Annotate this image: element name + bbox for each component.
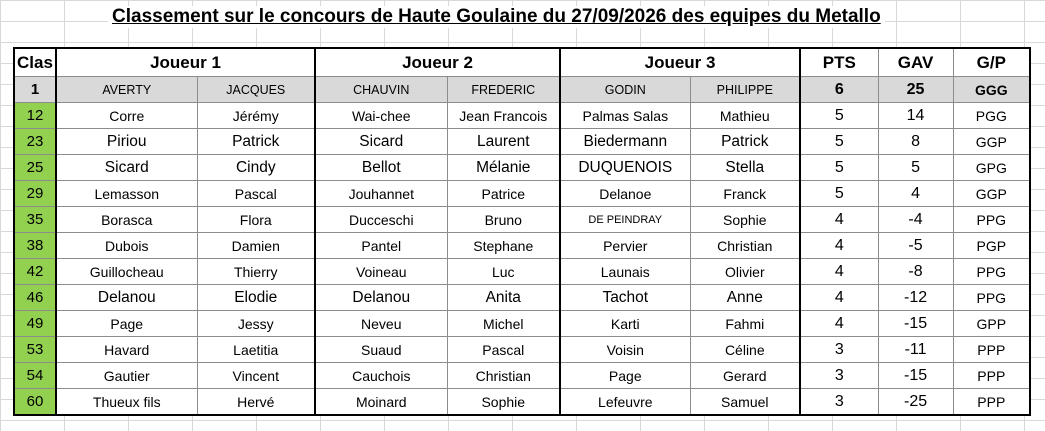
joueur2-nom-cell[interactable]: Suaud — [315, 337, 447, 363]
pts-cell[interactable]: 4 — [800, 259, 878, 285]
gp-cell[interactable]: PPP — [953, 337, 1030, 363]
joueur2-nom-cell[interactable]: Delanou — [315, 285, 447, 311]
joueur1-nom-cell[interactable]: Gautier — [56, 363, 197, 389]
joueur1-nom-cell[interactable]: Sicard — [56, 155, 197, 181]
gav-cell[interactable]: 5 — [878, 155, 953, 181]
clas-cell[interactable]: 38 — [14, 233, 56, 259]
clas-cell[interactable]: 35 — [14, 207, 56, 233]
table-row — [14, 77, 1030, 103]
pts-cell[interactable]: 5 — [800, 181, 878, 207]
joueur3-nom-cell[interactable]: Launais — [560, 259, 690, 285]
joueur1-nom-cell[interactable]: Page — [56, 311, 197, 337]
table-row — [14, 259, 1030, 285]
joueur3-nom-cell[interactable]: Karti — [560, 311, 690, 337]
table-row — [14, 129, 1030, 155]
pts-cell[interactable]: 3 — [800, 363, 878, 389]
header-joueur2[interactable]: Joueur 2 — [315, 48, 560, 77]
clas-cell[interactable]: 1 — [14, 77, 56, 103]
gp-cell[interactable]: PPG — [953, 285, 1030, 311]
joueur3-nom-cell[interactable]: GODIN — [560, 77, 690, 103]
joueur3-prenom-cell[interactable]: Olivier — [690, 259, 800, 285]
joueur1-nom-cell[interactable]: Thueux fils — [56, 389, 197, 416]
joueur2-nom-cell[interactable]: Ducceschi — [315, 207, 447, 233]
joueur2-nom-cell[interactable]: Voineau — [315, 259, 447, 285]
joueur1-prenom-cell[interactable]: Thierry — [197, 259, 315, 285]
pts-cell[interactable]: 4 — [800, 311, 878, 337]
joueur2-prenom-cell[interactable]: Patrice — [447, 181, 560, 207]
gp-cell[interactable]: GGP — [953, 181, 1030, 207]
joueur2-prenom-cell[interactable]: Pascal — [447, 337, 560, 363]
joueur1-nom-cell[interactable]: Havard — [56, 337, 197, 363]
joueur2-nom-cell[interactable]: Neveu — [315, 311, 447, 337]
clas-cell[interactable]: 54 — [14, 363, 56, 389]
joueur3-prenom-cell[interactable]: Sophie — [690, 207, 800, 233]
joueur2-prenom-cell[interactable]: Christian — [447, 363, 560, 389]
gav-cell[interactable]: -5 — [878, 233, 953, 259]
table-row — [14, 363, 1030, 389]
sheet-title: Classement sur le concours de Haute Goulaine du 27/09/2026 des equipes du Metallo — [108, 6, 885, 28]
gp-cell[interactable]: PPG — [953, 259, 1030, 285]
joueur2-nom-cell[interactable]: Moinard — [315, 389, 447, 416]
pts-cell[interactable]: 3 — [800, 389, 878, 416]
joueur3-prenom-cell[interactable]: Anne — [690, 285, 800, 311]
joueur2-prenom-cell[interactable]: Laurent — [447, 129, 560, 155]
gav-cell[interactable]: -11 — [878, 337, 953, 363]
table-row — [14, 233, 1030, 259]
joueur3-prenom-cell[interactable]: Céline — [690, 337, 800, 363]
joueur2-nom-cell[interactable]: Jouhannet — [315, 181, 447, 207]
table-row — [14, 207, 1030, 233]
joueur3-nom-cell[interactable]: DE PEINDRAY — [560, 207, 690, 233]
joueur3-prenom-cell[interactable]: Patrick — [690, 129, 800, 155]
pts-cell[interactable]: 4 — [800, 207, 878, 233]
table-row — [14, 337, 1030, 363]
gav-cell[interactable]: 4 — [878, 181, 953, 207]
gav-cell[interactable]: 25 — [878, 77, 953, 103]
joueur2-prenom-cell[interactable]: Mélanie — [447, 155, 560, 181]
joueur3-nom-cell[interactable]: Voisin — [560, 337, 690, 363]
table-row — [14, 311, 1030, 337]
joueur2-prenom-cell[interactable]: Stephane — [447, 233, 560, 259]
joueur3-prenom-cell[interactable]: Christian — [690, 233, 800, 259]
joueur3-prenom-cell[interactable]: Franck — [690, 181, 800, 207]
clas-cell[interactable]: 25 — [14, 155, 56, 181]
joueur3-prenom-cell[interactable]: Samuel — [690, 389, 800, 416]
joueur2-prenom-cell[interactable]: Bruno — [447, 207, 560, 233]
table-row — [14, 103, 1030, 129]
pts-cell[interactable]: 4 — [800, 233, 878, 259]
joueur3-prenom-cell[interactable]: Gerard — [690, 363, 800, 389]
joueur2-nom-cell[interactable]: Cauchois — [315, 363, 447, 389]
joueur1-nom-cell[interactable]: Piriou — [56, 129, 197, 155]
joueur1-prenom-cell[interactable]: Hervé — [197, 389, 315, 416]
joueur3-prenom-cell[interactable]: Fahmi — [690, 311, 800, 337]
table-row — [14, 181, 1030, 207]
gp-cell[interactable]: PGP — [953, 233, 1030, 259]
gav-cell[interactable]: -12 — [878, 285, 953, 311]
clas-cell[interactable]: 49 — [14, 311, 56, 337]
joueur1-prenom-cell[interactable]: Patrick — [197, 129, 315, 155]
joueur2-nom-cell[interactable]: Pantel — [315, 233, 447, 259]
joueur1-prenom-cell[interactable]: Cindy — [197, 155, 315, 181]
gav-cell[interactable]: 14 — [878, 103, 953, 129]
joueur1-nom-cell[interactable]: Lemasson — [56, 181, 197, 207]
gav-cell[interactable]: -8 — [878, 259, 953, 285]
joueur1-nom-cell[interactable]: Dubois — [56, 233, 197, 259]
header-joueur1[interactable]: Joueur 1 — [56, 48, 315, 77]
joueur2-prenom-cell[interactable]: Luc — [447, 259, 560, 285]
clas-cell[interactable]: 42 — [14, 259, 56, 285]
joueur2-nom-cell[interactable]: Wai-chee — [315, 103, 447, 129]
gav-cell[interactable]: -25 — [878, 389, 953, 416]
gp-cell[interactable]: PPP — [953, 389, 1030, 416]
clas-cell[interactable]: 46 — [14, 285, 56, 311]
gp-cell[interactable]: PPG — [953, 207, 1030, 233]
header-clas[interactable]: Clas — [14, 48, 56, 77]
header-joueur3[interactable]: Joueur 3 — [560, 48, 800, 77]
gav-cell[interactable]: -4 — [878, 207, 953, 233]
ranking-table — [13, 47, 1031, 416]
pts-cell[interactable]: 5 — [800, 103, 878, 129]
gp-cell[interactable]: GGP — [953, 129, 1030, 155]
joueur1-nom-cell[interactable]: Corre — [56, 103, 197, 129]
joueur3-nom-cell[interactable]: Page — [560, 363, 690, 389]
joueur1-prenom-cell[interactable]: Damien — [197, 233, 315, 259]
clas-cell[interactable]: 53 — [14, 337, 56, 363]
joueur1-prenom-cell[interactable]: Jessy — [197, 311, 315, 337]
joueur3-nom-cell[interactable]: Tachot — [560, 285, 690, 311]
joueur2-nom-cell[interactable]: Sicard — [315, 129, 447, 155]
joueur2-nom-cell[interactable]: Bellot — [315, 155, 447, 181]
joueur1-prenom-cell[interactable]: Vincent — [197, 363, 315, 389]
clas-cell[interactable]: 12 — [14, 103, 56, 129]
table-row — [14, 389, 1030, 416]
joueur1-prenom-cell[interactable]: Flora — [197, 207, 315, 233]
gp-cell[interactable]: GPP — [953, 311, 1030, 337]
joueur1-prenom-cell[interactable]: Laetitia — [197, 337, 315, 363]
joueur3-prenom-cell[interactable]: Mathieu — [690, 103, 800, 129]
joueur2-prenom-cell[interactable]: FREDERIC — [447, 77, 560, 103]
header-pts[interactable]: PTS — [800, 48, 878, 77]
joueur2-nom-cell[interactable]: CHAUVIN — [315, 77, 447, 103]
clas-cell[interactable]: 23 — [14, 129, 56, 155]
joueur1-prenom-cell[interactable]: Jérémy — [197, 103, 315, 129]
joueur3-nom-cell[interactable]: Delanoe — [560, 181, 690, 207]
joueur3-nom-cell[interactable]: Biedermann — [560, 129, 690, 155]
joueur1-nom-cell[interactable]: AVERTY — [56, 77, 197, 103]
pts-cell[interactable]: 5 — [800, 155, 878, 181]
gav-cell[interactable]: -15 — [878, 311, 953, 337]
joueur3-nom-cell[interactable]: Pervier — [560, 233, 690, 259]
joueur2-prenom-cell[interactable]: Sophie — [447, 389, 560, 416]
gp-cell[interactable]: PPP — [953, 363, 1030, 389]
pts-cell[interactable]: 6 — [800, 77, 878, 103]
header-gav[interactable]: GAV — [878, 48, 953, 77]
joueur3-prenom-cell[interactable]: Stella — [690, 155, 800, 181]
pts-cell[interactable]: 3 — [800, 337, 878, 363]
joueur3-nom-cell[interactable]: Palmas Salas — [560, 103, 690, 129]
joueur3-nom-cell[interactable]: DUQUENOIS — [560, 155, 690, 181]
clas-cell[interactable]: 29 — [14, 181, 56, 207]
gp-cell[interactable]: PGG — [953, 103, 1030, 129]
gp-cell[interactable]: GPG — [953, 155, 1030, 181]
gav-cell[interactable]: 8 — [878, 129, 953, 155]
header-row — [14, 48, 1030, 77]
joueur1-nom-cell[interactable]: Borasca — [56, 207, 197, 233]
table-row — [14, 155, 1030, 181]
clas-cell[interactable]: 60 — [14, 389, 56, 416]
joueur1-prenom-cell[interactable]: JACQUES — [197, 77, 315, 103]
joueur3-nom-cell[interactable]: Lefeuvre — [560, 389, 690, 416]
joueur1-prenom-cell[interactable]: Elodie — [197, 285, 315, 311]
pts-cell[interactable]: 5 — [800, 129, 878, 155]
pts-cell[interactable]: 4 — [800, 285, 878, 311]
joueur1-nom-cell[interactable]: Delanou — [56, 285, 197, 311]
joueur2-prenom-cell[interactable]: Anita — [447, 285, 560, 311]
joueur1-nom-cell[interactable]: Guillocheau — [56, 259, 197, 285]
gav-cell[interactable]: -15 — [878, 363, 953, 389]
joueur1-prenom-cell[interactable]: Pascal — [197, 181, 315, 207]
joueur3-prenom-cell[interactable]: PHILIPPE — [690, 77, 800, 103]
joueur2-prenom-cell[interactable]: Jean Francois — [447, 103, 560, 129]
joueur2-prenom-cell[interactable]: Michel — [447, 311, 560, 337]
header-gp[interactable]: G/P — [953, 48, 1030, 77]
gp-cell[interactable]: GGG — [953, 77, 1030, 103]
table-row — [14, 285, 1030, 311]
